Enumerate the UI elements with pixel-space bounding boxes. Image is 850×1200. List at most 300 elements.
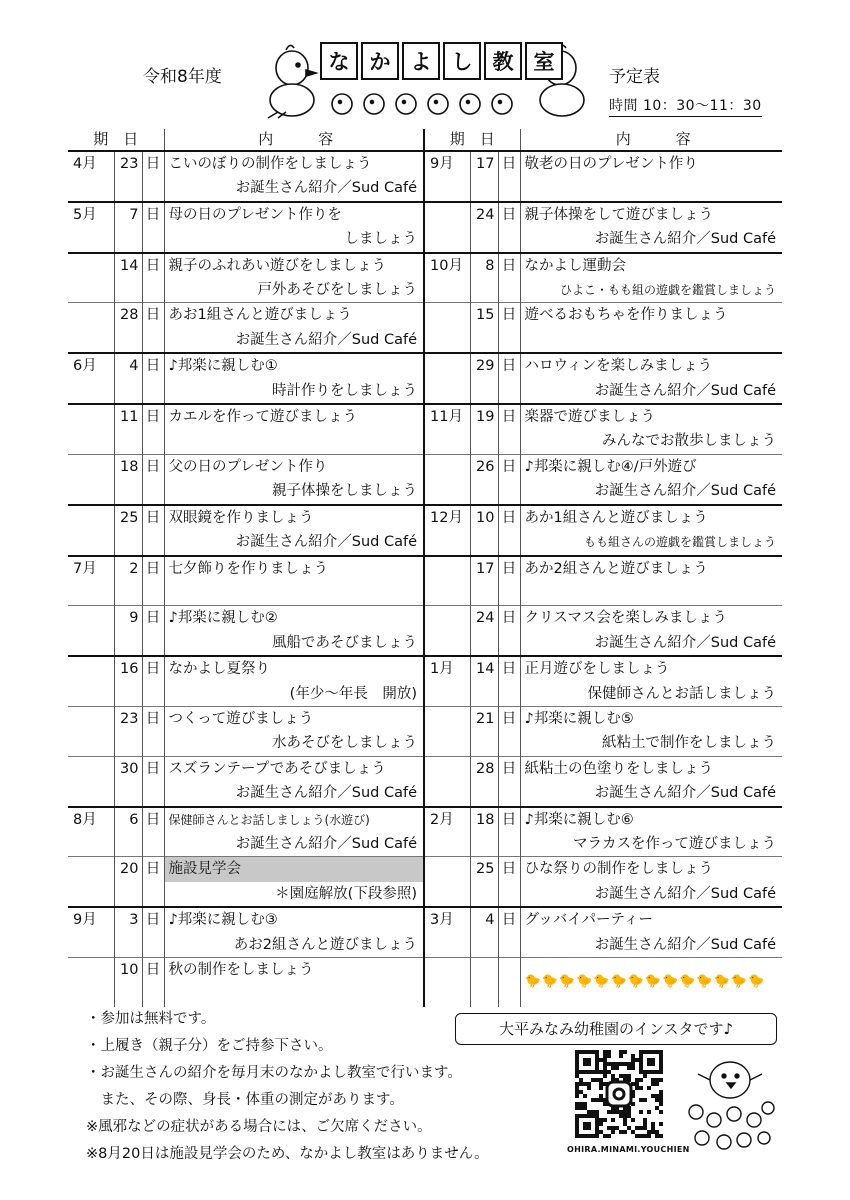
empty-cell xyxy=(68,832,114,857)
note-line: ・上履き（親子分）をご持参下さい。 xyxy=(86,1038,333,1054)
activity-title: ♪邦楽に親しむ② xyxy=(164,606,424,631)
activity-title: なかよし夏祭り xyxy=(164,656,424,681)
activity-detail xyxy=(164,581,424,606)
table-row xyxy=(68,404,782,429)
month-label: 9月 xyxy=(68,907,114,932)
activity-detail: あお2組さんと遊びましょう xyxy=(164,933,424,958)
empty-cell xyxy=(470,957,498,982)
activity-title: ♪邦楽に親しむ③ xyxy=(164,907,424,932)
table-row xyxy=(68,631,782,656)
activity-detail: 時計作りをしましょう xyxy=(164,379,424,404)
day-number: 28 xyxy=(114,303,142,328)
day-number: 30 xyxy=(114,756,142,781)
empty-cell xyxy=(114,832,142,857)
empty-cell xyxy=(142,530,164,555)
empty-cell xyxy=(114,882,142,907)
chick-row-icon: 🐤🐤🐤🐤🐤🐤🐤🐤🐤🐤🐤🐤🐤🐤 xyxy=(520,957,782,1006)
month-label: 12月 xyxy=(424,505,470,530)
empty-cell xyxy=(498,832,520,857)
weekday: 日 xyxy=(142,202,164,227)
day-number: 14 xyxy=(470,656,498,681)
activity-detail xyxy=(520,328,782,353)
activity-detail: お誕生さん紹介／Sud Café xyxy=(164,176,424,201)
activity-detail: 戸外あそびをしましょう xyxy=(164,278,424,303)
table-row xyxy=(68,328,782,353)
empty-cell xyxy=(142,682,164,707)
weekday: 日 xyxy=(142,606,164,631)
day-number: 4 xyxy=(114,353,142,378)
title-char: し xyxy=(443,42,481,80)
empty-cell xyxy=(68,631,114,656)
table-row xyxy=(68,581,782,606)
table-row xyxy=(68,505,782,530)
note-line: ・参加は無料です。 xyxy=(86,1011,216,1027)
activity-title: 双眼鏡を作りましょう xyxy=(164,505,424,530)
weekday: 日 xyxy=(498,303,520,328)
weekday: 日 xyxy=(142,151,164,176)
month-label xyxy=(424,756,470,781)
empty-cell xyxy=(114,278,142,303)
empty-cell xyxy=(142,429,164,454)
weekday: 日 xyxy=(498,454,520,479)
empty-cell xyxy=(470,429,498,454)
table-row xyxy=(68,556,782,581)
day-number: 21 xyxy=(470,706,498,731)
activity-title: 正月遊びをしましょう xyxy=(520,656,782,681)
empty-cell xyxy=(470,278,498,303)
day-number: 18 xyxy=(114,454,142,479)
month-label xyxy=(424,706,470,731)
activity-title: あか1組さんと遊びましょう xyxy=(520,505,782,530)
empty-cell xyxy=(114,379,142,404)
empty-cell xyxy=(470,832,498,857)
activity-title: 紙粘土の色塗りをしましょう xyxy=(520,756,782,781)
qr-code-icon[interactable] xyxy=(575,1050,663,1138)
empty-cell xyxy=(470,631,498,656)
empty-cell xyxy=(498,227,520,252)
weekday: 日 xyxy=(142,353,164,378)
empty-cell xyxy=(114,933,142,958)
month-label xyxy=(68,606,114,631)
empty-cell xyxy=(114,176,142,201)
title-banner xyxy=(320,42,566,80)
activity-detail: みんなでお散歩しましょう xyxy=(520,429,782,454)
activity-title: つくって遊びましょう xyxy=(164,706,424,731)
time-range: 時間 10：30～11：30 xyxy=(609,95,762,117)
activity-detail: お誕生さん紹介／Sud Café xyxy=(520,479,782,504)
empty-cell xyxy=(142,479,164,504)
weekday: 日 xyxy=(498,253,520,278)
empty-cell xyxy=(114,581,142,606)
table-row xyxy=(68,278,782,303)
day-number: 6 xyxy=(114,807,142,832)
empty-cell xyxy=(424,278,470,303)
weekday: 日 xyxy=(498,353,520,378)
empty-cell xyxy=(142,781,164,806)
activity-detail: 紙粘土で制作をしましょう xyxy=(520,731,782,756)
empty-cell xyxy=(470,882,498,907)
activity-detail: お誕生さん紹介／Sud Café xyxy=(164,328,424,353)
weekday: 日 xyxy=(142,253,164,278)
weekday: 日 xyxy=(142,556,164,581)
month-label: 8月 xyxy=(68,807,114,832)
month-label: 5月 xyxy=(68,202,114,227)
empty-cell xyxy=(142,631,164,656)
table-row xyxy=(68,606,782,631)
title-char: よ xyxy=(402,42,440,80)
activity-title: こいのぼりの制作をしましょう xyxy=(164,151,424,176)
month-label xyxy=(424,303,470,328)
activity-title: あお1組さんと遊びましょう xyxy=(164,303,424,328)
table-row xyxy=(68,353,782,378)
empty-cell xyxy=(68,882,114,907)
activity-title: あか2組さんと遊びましょう xyxy=(520,556,782,581)
empty-cell xyxy=(470,379,498,404)
empty-cell xyxy=(68,328,114,353)
month-label xyxy=(68,303,114,328)
month-label: 2月 xyxy=(424,807,470,832)
activity-detail: 保健師さんとお話しましょう xyxy=(520,682,782,707)
empty-cell xyxy=(424,957,470,982)
empty-cell xyxy=(142,731,164,756)
day-number: 9 xyxy=(114,606,142,631)
empty-cell xyxy=(470,682,498,707)
empty-cell xyxy=(142,278,164,303)
activity-detail: ＊園庭解放(下段参照) xyxy=(164,882,424,907)
day-number: 10 xyxy=(114,957,142,982)
day-number: 7 xyxy=(114,202,142,227)
day-number: 15 xyxy=(470,303,498,328)
empty-cell xyxy=(114,227,142,252)
table-row xyxy=(68,429,782,454)
empty-cell xyxy=(114,479,142,504)
activity-title: 秋の制作をしましょう xyxy=(164,957,424,982)
activity-detail: 親子体操をしましょう xyxy=(164,479,424,504)
weekday: 日 xyxy=(142,505,164,530)
month-label: 9月 xyxy=(424,151,470,176)
empty-cell xyxy=(114,530,142,555)
table-row xyxy=(68,756,782,781)
weekday: 日 xyxy=(498,857,520,882)
activity-detail: (年少～年長 開放) xyxy=(164,682,424,707)
empty-cell xyxy=(470,479,498,504)
month-label: 10月 xyxy=(424,253,470,278)
empty-cell xyxy=(498,479,520,504)
day-number: 19 xyxy=(470,404,498,429)
notes xyxy=(86,1006,489,1168)
weekday: 日 xyxy=(142,706,164,731)
month-label xyxy=(68,404,114,429)
empty-cell xyxy=(68,581,114,606)
activity-title: 七夕飾りを作りましょう xyxy=(164,556,424,581)
empty-cell xyxy=(424,933,470,958)
month-label xyxy=(424,606,470,631)
empty-cell xyxy=(498,581,520,606)
empty-cell xyxy=(424,479,470,504)
table-row xyxy=(68,176,782,201)
empty-cell xyxy=(68,278,114,303)
month-label xyxy=(68,756,114,781)
activity-title: スズランテープであそびましょう xyxy=(164,756,424,781)
empty-cell xyxy=(424,581,470,606)
weekday: 日 xyxy=(498,404,520,429)
empty-cell xyxy=(114,429,142,454)
weekday: 日 xyxy=(142,303,164,328)
empty-cell xyxy=(424,429,470,454)
activity-detail: 風船であそびましょう xyxy=(164,631,424,656)
day-number: 23 xyxy=(114,151,142,176)
weekday: 日 xyxy=(142,756,164,781)
empty-cell xyxy=(470,933,498,958)
activity-detail xyxy=(164,429,424,454)
weekday: 日 xyxy=(498,202,520,227)
empty-cell xyxy=(498,379,520,404)
table-row xyxy=(68,379,782,404)
weekday: 日 xyxy=(142,957,164,982)
empty-cell xyxy=(68,479,114,504)
empty-cell xyxy=(142,379,164,404)
month-label xyxy=(68,706,114,731)
note-line: ・お誕生さんの紹介を毎月末のなかよし教室で行います。 xyxy=(86,1065,462,1081)
table-row xyxy=(68,907,782,932)
empty-cell xyxy=(68,781,114,806)
month-label xyxy=(424,202,470,227)
schedule-table xyxy=(68,129,782,1007)
day-number: 18 xyxy=(470,807,498,832)
activity-detail: お誕生さん紹介／Sud Café xyxy=(520,933,782,958)
empty-cell xyxy=(68,731,114,756)
weekday: 日 xyxy=(498,706,520,731)
activity-detail: お誕生さん紹介／Sud Café xyxy=(520,227,782,252)
empty-cell xyxy=(142,227,164,252)
empty-cell xyxy=(68,982,114,1006)
activity-title: 遊べるおもちゃを作りましょう xyxy=(520,303,782,328)
empty-cell xyxy=(498,731,520,756)
empty-cell xyxy=(470,581,498,606)
day-number: 8 xyxy=(470,253,498,278)
weekday: 日 xyxy=(498,505,520,530)
activity-detail: ひよこ・もも組の遊戯を鑑賞しましょう xyxy=(520,278,782,303)
empty-cell xyxy=(424,530,470,555)
month-label: 6月 xyxy=(68,353,114,378)
activity-title: グッバイパーティー xyxy=(520,907,782,932)
empty-cell xyxy=(142,832,164,857)
day-number: 11 xyxy=(114,404,142,429)
title-char: か xyxy=(361,42,399,80)
empty-cell xyxy=(424,781,470,806)
activity-title: 楽器で遊びましょう xyxy=(520,404,782,429)
empty-cell xyxy=(68,530,114,555)
table-row xyxy=(68,253,782,278)
table-row xyxy=(68,202,782,227)
note-line: また、その際、身長・体重の測定があります。 xyxy=(86,1092,404,1108)
title-char: 室 xyxy=(525,42,563,80)
day-number: 2 xyxy=(114,556,142,581)
empty-cell xyxy=(424,379,470,404)
header-date-left: 期 日 xyxy=(68,129,164,151)
empty-cell xyxy=(142,933,164,958)
activity-detail: お誕生さん紹介／Sud Café xyxy=(520,379,782,404)
activity-title: ♪邦楽に親しむ① xyxy=(164,353,424,378)
activity-detail: マラカスを作って遊びましょう xyxy=(520,832,782,857)
weekday: 日 xyxy=(142,404,164,429)
day-number: 26 xyxy=(470,454,498,479)
day-number: 14 xyxy=(114,253,142,278)
month-label xyxy=(68,253,114,278)
day-number: 29 xyxy=(470,353,498,378)
empty-cell xyxy=(114,982,142,1006)
table-row xyxy=(68,530,782,555)
empty-cell xyxy=(114,631,142,656)
day-number: 3 xyxy=(114,907,142,932)
empty-cell xyxy=(142,882,164,907)
activity-title: 父の日のプレゼント作り xyxy=(164,454,424,479)
table-row xyxy=(68,857,782,882)
empty-cell xyxy=(498,933,520,958)
fiscal-year: 令和8年度 xyxy=(143,67,222,87)
month-label: 1月 xyxy=(424,656,470,681)
empty-cell xyxy=(498,328,520,353)
empty-cell xyxy=(498,682,520,707)
empty-cell xyxy=(424,176,470,201)
empty-cell xyxy=(470,982,498,1006)
day-number: 17 xyxy=(470,151,498,176)
empty-cell xyxy=(424,328,470,353)
day-number: 16 xyxy=(114,656,142,681)
empty-cell xyxy=(68,429,114,454)
title-char: 教 xyxy=(484,42,522,80)
empty-cell xyxy=(114,328,142,353)
note-line: ※風邪などの症状がある場合には、ご欠席ください。 xyxy=(86,1119,432,1135)
activity-title: 保健師さんとお話しましょう(水遊び) xyxy=(164,807,424,832)
day-number: 10 xyxy=(470,505,498,530)
month-label: 4月 xyxy=(68,151,114,176)
empty-cell xyxy=(68,682,114,707)
empty-cell xyxy=(142,581,164,606)
empty-cell xyxy=(470,176,498,201)
empty-cell xyxy=(114,781,142,806)
activity-detail: もも組さんの遊戯を鑑賞しましょう xyxy=(520,530,782,555)
activity-detail: しましょう xyxy=(164,227,424,252)
empty-cell xyxy=(424,631,470,656)
header-content-left: 内 容 xyxy=(164,129,424,151)
day-number: 24 xyxy=(470,606,498,631)
table-row xyxy=(68,479,782,504)
header-date-right: 期 日 xyxy=(424,129,520,151)
empty-cell xyxy=(498,982,520,1006)
empty-cell xyxy=(498,176,520,201)
table-row xyxy=(68,656,782,681)
activity-title: ♪邦楽に親しむ④/戸外遊び xyxy=(520,454,782,479)
day-number: 4 xyxy=(470,907,498,932)
activity-title: 親子のふれあい遊びをしましょう xyxy=(164,253,424,278)
activity-title: 敬老の日のプレゼント作り xyxy=(520,151,782,176)
month-label: 7月 xyxy=(68,556,114,581)
month-label: 11月 xyxy=(424,404,470,429)
empty-cell xyxy=(142,328,164,353)
weekday: 日 xyxy=(142,857,164,882)
table-header xyxy=(68,129,782,151)
empty-cell xyxy=(68,176,114,201)
table-row xyxy=(68,832,782,857)
table-row xyxy=(68,781,782,806)
activity-title: 施設見学会 xyxy=(164,857,424,882)
activity-detail: お誕生さん紹介／Sud Café xyxy=(520,631,782,656)
month-label xyxy=(424,454,470,479)
empty-cell xyxy=(498,957,520,982)
activity-title: カエルを作って遊びましょう xyxy=(164,404,424,429)
note-line: ※8月20日は施設見学会のため、なかよし教室はありません。 xyxy=(86,1146,489,1162)
month-label xyxy=(68,656,114,681)
weekday: 日 xyxy=(498,807,520,832)
empty-cell xyxy=(498,631,520,656)
weekday: 日 xyxy=(142,907,164,932)
empty-cell xyxy=(142,982,164,1006)
chick-mascot-icon xyxy=(682,1050,777,1155)
day-number: 17 xyxy=(470,556,498,581)
empty-cell xyxy=(424,982,470,1006)
month-label: 3月 xyxy=(424,907,470,932)
table-row xyxy=(68,807,782,832)
table-row xyxy=(68,933,782,958)
table-row xyxy=(68,957,782,982)
empty-cell xyxy=(470,328,498,353)
activity-detail: お誕生さん紹介／Sud Café xyxy=(164,781,424,806)
weekday: 日 xyxy=(498,756,520,781)
empty-cell xyxy=(424,882,470,907)
empty-cell xyxy=(498,278,520,303)
weekday: 日 xyxy=(142,807,164,832)
activity-detail: お誕生さん紹介／Sud Café xyxy=(520,882,782,907)
empty-cell xyxy=(114,731,142,756)
activity-title: なかよし運動会 xyxy=(520,253,782,278)
table-row xyxy=(68,882,782,907)
day-number: 28 xyxy=(470,756,498,781)
weekday: 日 xyxy=(142,656,164,681)
empty-cell xyxy=(424,832,470,857)
day-number: 24 xyxy=(470,202,498,227)
activity-title: 母の日のプレゼント作りを xyxy=(164,202,424,227)
activity-detail: 水あそびをしましょう xyxy=(164,731,424,756)
month-label xyxy=(68,857,114,882)
empty-cell xyxy=(68,933,114,958)
weekday: 日 xyxy=(498,656,520,681)
table-row xyxy=(68,227,782,252)
empty-cell xyxy=(470,227,498,252)
empty-cell xyxy=(470,781,498,806)
day-number: 20 xyxy=(114,857,142,882)
activity-detail: お誕生さん紹介／Sud Café xyxy=(164,832,424,857)
activity-title: ハロウィンを楽しみましょう xyxy=(520,353,782,378)
table-row xyxy=(68,731,782,756)
empty-cell xyxy=(498,882,520,907)
table-row xyxy=(68,706,782,731)
month-label xyxy=(68,505,114,530)
activity-title: クリスマス会を楽しみましょう xyxy=(520,606,782,631)
title-char: な xyxy=(320,42,358,80)
weekday: 日 xyxy=(498,556,520,581)
empty-cell xyxy=(498,781,520,806)
activity-title: 親子体操をして遊びましょう xyxy=(520,202,782,227)
weekday: 日 xyxy=(498,151,520,176)
empty-cell xyxy=(68,227,114,252)
table-row xyxy=(68,682,782,707)
weekday: 日 xyxy=(142,454,164,479)
activity-title: ♪邦楽に親しむ⑥ xyxy=(520,807,782,832)
activity-title: ♪邦楽に親しむ⑤ xyxy=(520,706,782,731)
month-label xyxy=(424,353,470,378)
header-content-right: 内 容 xyxy=(520,129,782,151)
